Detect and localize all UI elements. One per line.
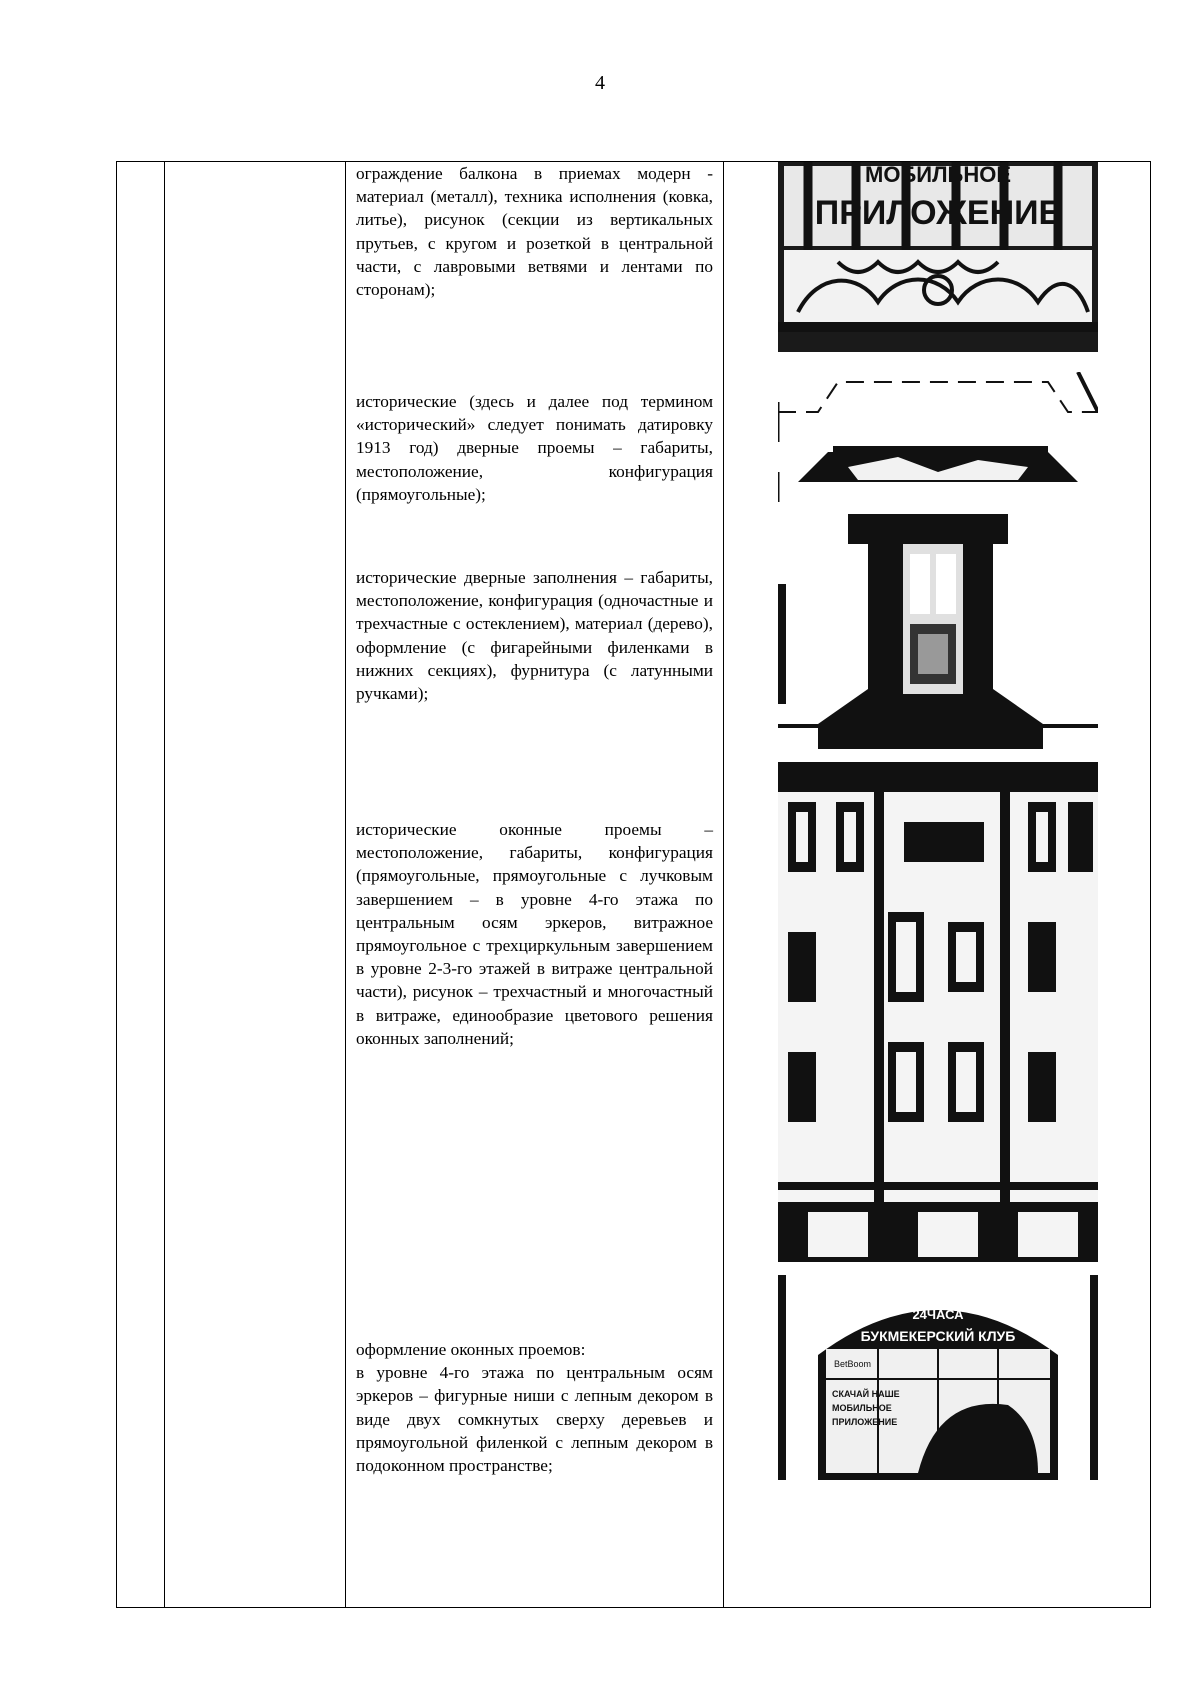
page-number: 4 bbox=[595, 72, 605, 94]
sign-line-6: ПРИЛОЖЕНИЕ bbox=[832, 1417, 898, 1427]
list-item bbox=[356, 162, 713, 390]
door-filling-photo bbox=[778, 514, 1098, 754]
heritage-table bbox=[116, 161, 1151, 1608]
sign-line-4: СКАЧАЙ НАШЕ bbox=[832, 1389, 900, 1399]
balcony-railing-photo bbox=[778, 162, 1098, 369]
item-heading: оформление оконных проемов: bbox=[356, 1340, 586, 1359]
sign-line-2: ПРИЛОЖЕНИЕ bbox=[814, 194, 1062, 232]
sign-line-3: BetBoom bbox=[834, 1359, 872, 1369]
facade-windows-photo bbox=[778, 762, 1098, 1262]
item-text: исторические оконные проемы – местоположение, габариты, конфигурация (прямоугольные, прямоугольные с лучковым завершением – в уровне 4-го этажа по центральным осям эркеров, витражное прямоугольное с трехциркульным завершением в уровне 2-3-го этажей в витраже центральной части), рисунок – трехчастный и многочастный в витраже, единообразие цветового решения оконных заполнений; bbox=[356, 820, 713, 1048]
item-text: исторические (здесь и далее под термином «исторический» следует понимать датировку 1913 год) дверные проемы – габариты, местоположение, конфигурация (прямоугольные); bbox=[356, 392, 713, 504]
sign-line-5: МОБИЛЬНОЕ bbox=[832, 1403, 892, 1413]
list-item bbox=[356, 566, 713, 818]
list-item bbox=[356, 390, 713, 566]
item-text: в уровне 4-го этажа по центральным осям эркеров – фигурные ниши с лепным декором в виде двух сомкнутых сверху деревьев и прямоугольной филенкой с лепным декором в подоконном пространстве; bbox=[356, 1363, 713, 1476]
item-text: исторические дверные заполнения – габариты, местоположение, конфигурация (одночастные и трехчастные с остеклением), материал (дерево), оформление (с фигарейными филенками в нижних секциях), фурнитура (с латунными ручками); bbox=[356, 568, 713, 704]
door-canopy-photo bbox=[778, 372, 1098, 502]
object-cell bbox=[165, 162, 346, 1608]
number-cell bbox=[117, 162, 165, 1608]
storefront-photo bbox=[778, 1275, 1098, 1480]
sign-line-1: 24ЧАСА bbox=[912, 1307, 964, 1322]
sign-line-1: МОБИЛЬНОЕ bbox=[865, 162, 1011, 187]
list-item bbox=[356, 1338, 713, 1477]
description-cell bbox=[346, 162, 724, 1608]
list-item bbox=[356, 818, 713, 1338]
photo-cell bbox=[724, 162, 1151, 1608]
sign-line-2: БУКМЕКЕРСКИЙ КЛУБ bbox=[860, 1328, 1016, 1344]
table-row bbox=[117, 162, 1151, 1608]
item-text: ограждение балкона в приемах модерн - материал (металл), техника исполнения (ковка, литье), рисунок (секции из вертикальных прутьев, с кругом и розеткой в центральной части, с лавровыми ветвями и лентами по сторонам); bbox=[356, 164, 713, 300]
